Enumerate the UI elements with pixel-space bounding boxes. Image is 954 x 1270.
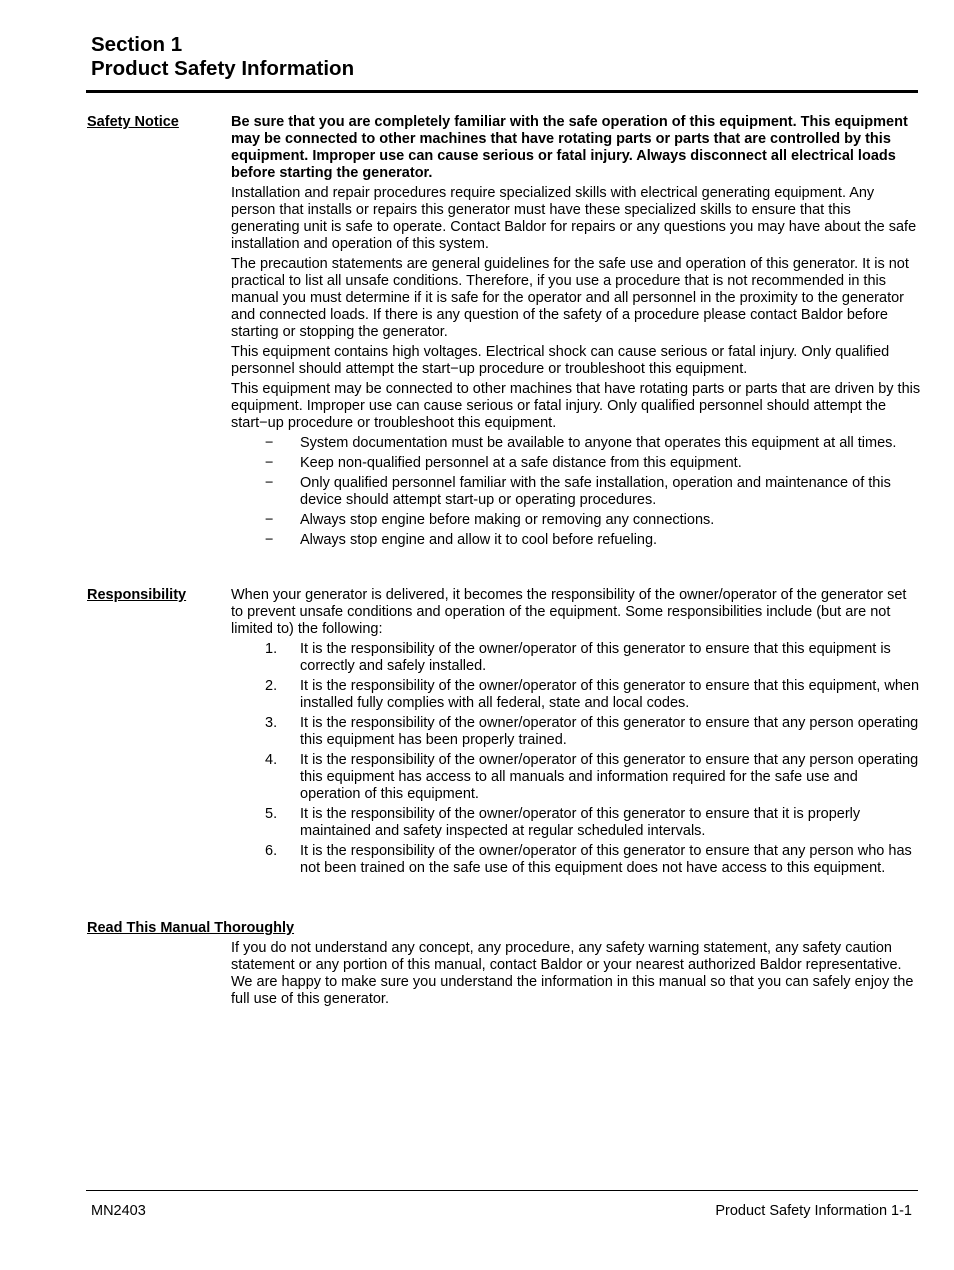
bullet-text: Always stop engine and allow it to cool before refueling. — [300, 532, 658, 548]
footer-rule — [86, 1190, 918, 1191]
read-manual-text: If you do not understand any concept, any procedure, any safety warning statement, any safety caution statement or any portion of this manual, contact Baldor or your nearest authorized Baldor representative. We are happy to make sure you understand the information in this manual so that you can safely enjoy the full use of this generator. — [231, 940, 914, 1007]
safety-paragraph: This equipment may be connected to other machines that have rotating parts or parts that are driven by this equipment. Improper use can cause serious or fatal injury. Only qualified personnel should attempt the start−up procedure or troubleshoot this equipment. — [231, 381, 921, 431]
bullet-text: Always stop engine before making or removing any connections. — [300, 512, 715, 528]
item-text: It is the responsibility of the owner/operator of this generator to ensure that this equipment, when installed fully complies with all federal, state and local codes. — [300, 678, 920, 711]
safety-paragraph: This equipment contains high voltages. Electrical shock can cause serious or fatal injury. Only qualified personnel should attempt the start−up procedure or troubleshoot this equipment. — [231, 344, 890, 377]
responsibility-label: Responsibility — [87, 587, 187, 603]
list-item — [231, 641, 921, 675]
list-item — [231, 715, 921, 749]
responsibility-intro: When your generator is delivered, it becomes the responsibility of the owner/operator of the generator set to prevent unsafe conditions and operation of the equipment. Some responsibilities include (but are not limited to) the following: — [231, 587, 907, 637]
safety-paragraph: Installation and repair procedures require specialized skills with electrical generating equipment. Any person that installs or repairs this generator must have these specialized skills to ensure that this generating unit is safe to operate. Contact Baldor for repairs or any questions you may have about the safe installation and operation of this system. — [231, 185, 917, 252]
item-number: 3. — [265, 715, 278, 731]
bullet-marker: − — [265, 512, 274, 528]
list-item — [231, 455, 921, 472]
section-number: Section 1 — [91, 33, 183, 56]
safety-notice-warning: Be sure that you are completely familiar with the safe operation of this equipment. This equipment may be connected to other machines that have rotating parts or parts that are controlled by this equipment. Improper use can cause serious or fatal injury. Always disconnect all electrical loads before starting the generator. — [231, 114, 908, 181]
section-title: Product Safety Information — [91, 57, 355, 80]
bullet-text: Only qualified personnel familiar with the safe installation, operation and maintenance of this device should attempt start-up or operating procedures. — [300, 475, 891, 508]
safety-bullet-list — [231, 435, 921, 549]
bullet-text: Keep non-qualified personnel at a safe distance from this equipment. — [300, 455, 742, 471]
bullet-marker: − — [265, 435, 274, 451]
list-item — [231, 678, 921, 712]
item-text: It is the responsibility of the owner/operator of this generator to ensure that it is properly maintained and safety inspected at regular scheduled intervals. — [300, 806, 861, 839]
header-rule — [86, 90, 918, 93]
item-number: 5. — [265, 806, 278, 822]
list-item — [231, 512, 921, 529]
safety-notice-body — [231, 114, 921, 552]
list-item — [231, 475, 921, 509]
item-text: It is the responsibility of the owner/operator of this generator to ensure that any person operating this equipment has access to all manuals and information required for the safe use and operation of this equipment. — [300, 752, 919, 802]
bullet-text: System documentation must be available to anyone that operates this equipment at all times. — [300, 435, 897, 451]
item-number: 1. — [265, 641, 278, 657]
bullet-marker: − — [265, 455, 274, 471]
doc-number: MN2403 — [91, 1203, 146, 1219]
list-item — [231, 843, 921, 877]
item-number: 4. — [265, 752, 278, 768]
page-header — [91, 33, 354, 81]
bullet-marker: − — [265, 532, 274, 548]
item-text: It is the responsibility of the owner/operator of this generator to ensure that any person who has not been trained on the safe use of this equipment does not have access to this equipment. — [300, 843, 912, 876]
list-item — [231, 532, 921, 549]
list-item — [231, 435, 921, 452]
safety-paragraph: The precaution statements are general guidelines for the safe use and operation of this generator. It is not practical to list all unsafe conditions. Therefore, if you use a procedure that is not recommended in this manual you must determine if it is safe for the operator and all personnel in the proximity to the generator and connected loads. If there is any question of the safety of a procedure please contact Baldor before starting or stopping the generator. — [231, 256, 909, 340]
responsibility-body — [231, 587, 921, 880]
list-item — [231, 752, 921, 803]
read-manual-label: Read This Manual Thoroughly — [87, 920, 295, 936]
list-item — [231, 806, 921, 840]
safety-notice-label: Safety Notice — [87, 114, 179, 130]
item-number: 2. — [265, 678, 278, 694]
item-text: It is the responsibility of the owner/operator of this generator to ensure that any person operating this equipment has been properly trained. — [300, 715, 919, 748]
responsibility-list — [231, 641, 921, 877]
read-manual-body — [231, 940, 921, 1011]
item-number: 6. — [265, 843, 278, 859]
page-label: Product Safety Information 1-1 — [715, 1203, 912, 1219]
bullet-marker: − — [265, 475, 274, 491]
item-text: It is the responsibility of the owner/operator of this generator to ensure that this equipment is correctly and safely installed. — [300, 641, 891, 674]
